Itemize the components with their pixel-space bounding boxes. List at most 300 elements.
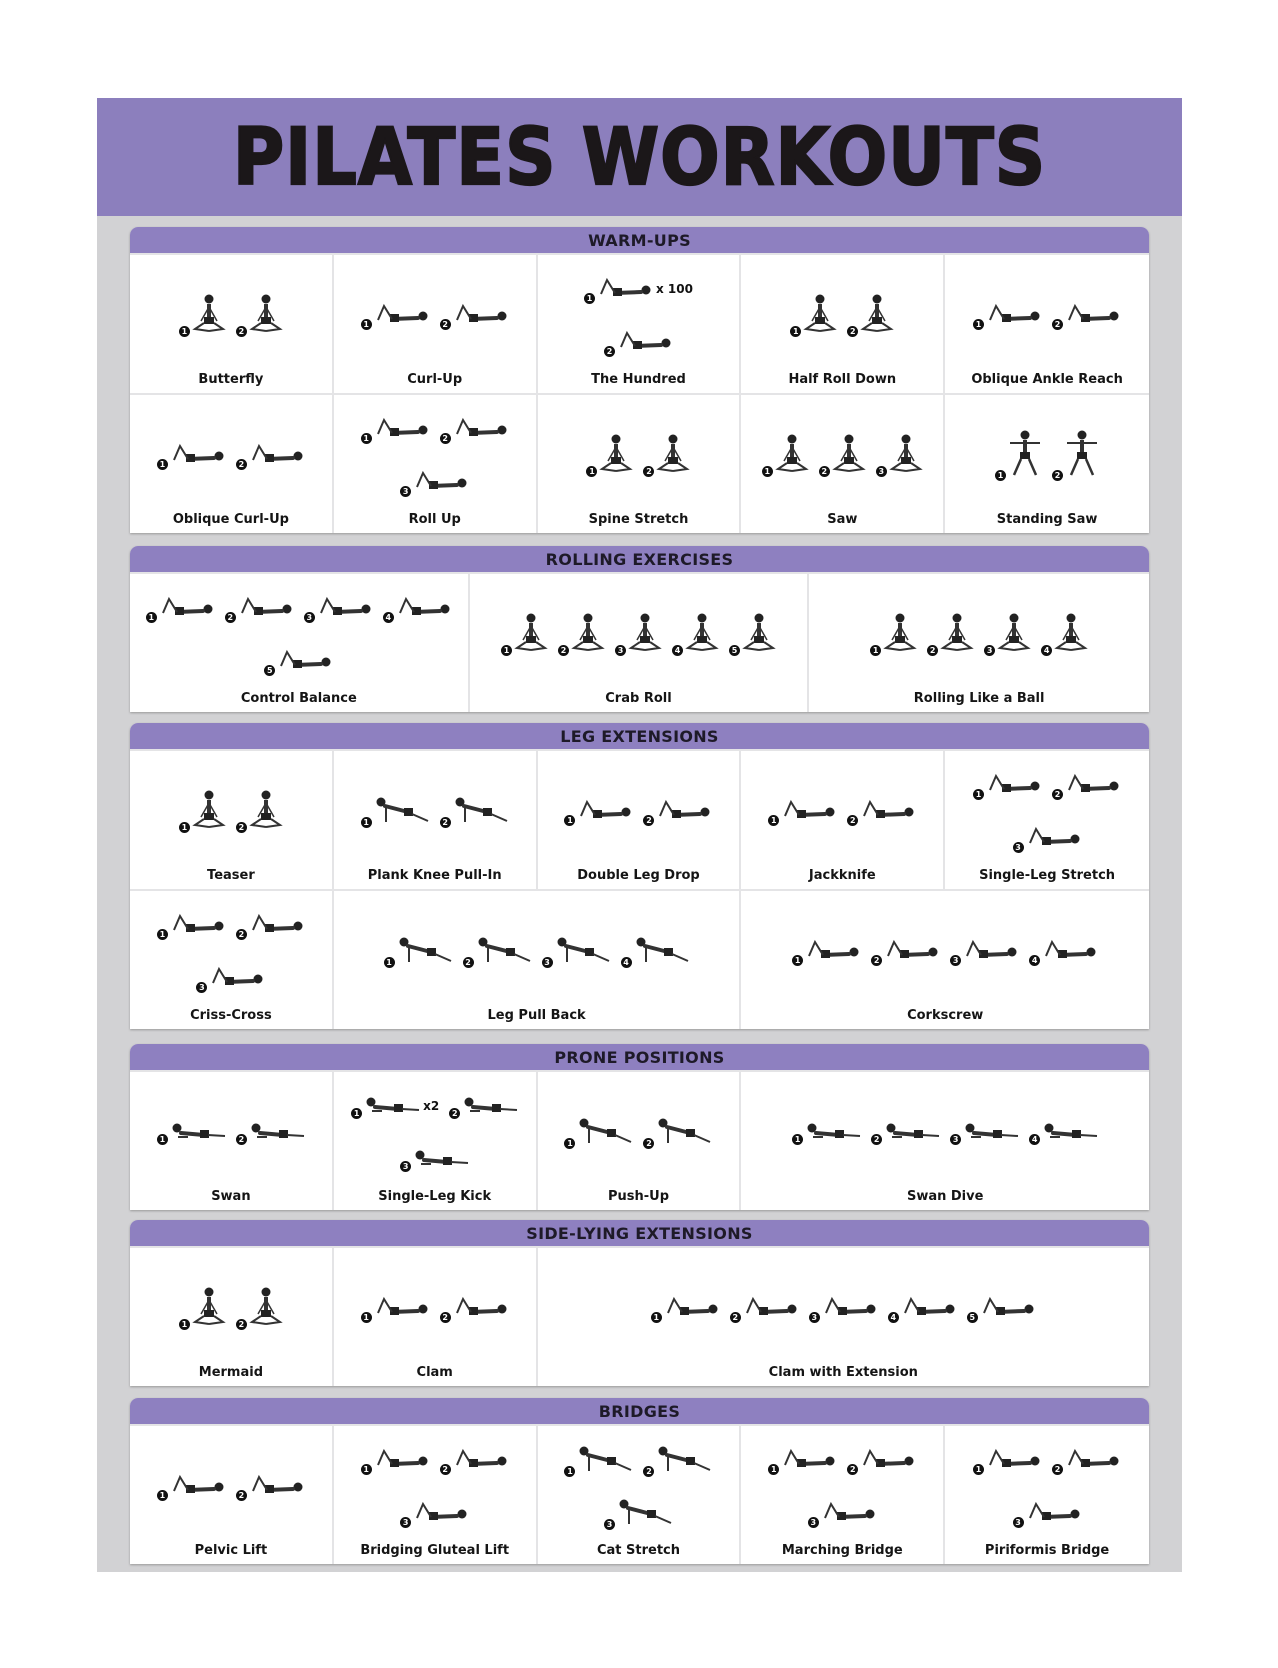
exercise-step [361,300,430,330]
step-number-badge: 2 [604,346,615,357]
exercise-step [440,794,509,828]
figure-lie-icon [209,963,265,993]
exercise-step [950,936,1019,966]
exercise-step [236,293,283,337]
exercise-illustration [138,403,324,507]
figure-lie-icon [1065,1445,1121,1475]
exercise-step [361,414,430,444]
exercise-card [945,255,1149,393]
exercise-name: Marching Bridge [781,1543,903,1558]
exercise-illustration [953,403,1141,507]
exercise-name: Crab Roll [605,691,672,706]
exercise-illustration [953,759,1141,863]
step-number-badge: 1 [384,957,395,968]
exercise-step [1029,936,1098,966]
exercise-step [927,612,974,656]
exercise-name: Butterfly [198,372,264,387]
exercise-step [950,1119,1019,1145]
exercise-card [334,255,538,393]
figure-lie-icon [980,1293,1036,1323]
exercise-step [643,796,712,826]
exercise-row [130,393,1149,533]
exercise-name: Push-Up [607,1189,670,1204]
exercise-card [130,751,334,889]
exercise-step [1052,770,1121,800]
exercise-step [621,934,690,968]
exercise-step [643,433,690,477]
section-header: SIDE-LYING EXTENSIONS [130,1220,1149,1246]
exercise-step [264,646,333,676]
figure-lie-icon [453,1445,509,1475]
figure-lie-icon [986,300,1042,330]
exercise-illustration [342,899,732,1003]
figure-prone-icon [1042,1119,1098,1145]
exercise-step [384,934,453,968]
figure-lie-icon [453,1293,509,1323]
exercise-row [130,889,1149,1029]
exercise-name: Half Roll Down [788,372,897,387]
exercise-step [400,1146,469,1172]
exercise-step [995,429,1042,481]
step-number-badge: 2 [871,1134,882,1145]
exercise-card [538,1426,742,1564]
exercise-step [973,770,1042,800]
exercise-step [790,293,837,337]
step-number-badge: 2 [463,957,474,968]
section-leg-extensions [130,723,1149,1029]
exercise-illustration [138,582,460,686]
exercise-step [847,1445,916,1475]
step-number-badge: 2 [440,1312,451,1323]
section-header: ROLLING EXERCISES [130,546,1149,572]
figure-sit-icon [883,612,917,656]
exercise-step [809,1293,878,1323]
figure-plank-icon [656,1115,712,1149]
exercise-step [973,300,1042,330]
exercise-name: Single-Leg Kick [378,1189,492,1204]
figure-lie-icon [317,593,373,623]
exercise-card [741,1072,1149,1210]
exercise-step [361,794,430,828]
step-number-badge: 1 [501,645,512,656]
section-header: BRIDGES [130,1398,1149,1424]
exercise-step [236,440,305,470]
exercise-step [236,910,305,940]
figure-sit-icon [685,612,719,656]
step-number-badge: 3 [808,1517,819,1528]
figure-sit-icon [889,433,923,477]
figure-lie-icon [1065,770,1121,800]
section-header: PRONE POSITIONS [130,1044,1149,1070]
step-number-badge: 1 [361,319,372,330]
figure-sit-icon [803,293,837,337]
exercise-name: Corkscrew [907,1008,984,1023]
step-number-badge: 1 [157,1490,168,1501]
figure-lie-icon [413,1498,469,1528]
exercise-step [604,327,673,357]
exercise-step [1052,1445,1121,1475]
exercise-step [146,593,215,623]
figure-lie-icon [159,593,215,623]
step-number-badge: 1 [361,1464,372,1475]
exercise-illustration [546,403,732,507]
exercise-step [361,1293,430,1323]
exercise-step [871,1119,940,1145]
step-number-badge: 3 [615,645,626,656]
figure-lie-icon [374,1445,430,1475]
exercise-card [741,751,945,889]
exercise-step [762,433,809,477]
exercise-step [730,1293,799,1323]
step-number-badge: 2 [847,326,858,337]
exercise-illustration [342,759,528,863]
section-side-lying-extensions [130,1220,1149,1386]
exercise-step [888,1293,957,1323]
step-number-badge: 3 [809,1312,820,1323]
figure-lie-icon [986,1445,1042,1475]
exercise-step [463,934,532,968]
exercise-name: Saw [827,512,858,527]
exercise-step [973,1445,1042,1475]
exercise-step [967,1293,1036,1323]
exercise-step [449,1093,518,1119]
exercise-card [741,255,945,393]
title-banner [97,98,1182,216]
step-number-badge: 2 [730,1312,741,1323]
figure-lie-icon [453,414,509,444]
exercise-card [538,395,742,533]
figure-sit-icon [860,293,894,337]
step-number-badge: 2 [440,817,451,828]
figure-lie-icon [821,1498,877,1528]
step-number-badge: 2 [558,645,569,656]
exercise-step [179,293,226,337]
exercise-step [440,414,509,444]
exercise-card [130,891,334,1029]
exercise-step [304,593,373,623]
step-number-badge: 4 [888,1312,899,1323]
figure-lie-icon [1026,1498,1082,1528]
step-number-badge: 1 [768,815,779,826]
exercise-step [1052,300,1121,330]
step-number-badge: 2 [643,1466,654,1477]
exercise-step [819,433,866,477]
exercise-card [945,751,1149,889]
exercise-name: Clam [416,1365,453,1380]
step-number-badge: 2 [1052,1464,1063,1475]
figure-lie-icon [1065,300,1121,330]
figure-lie-icon [249,910,305,940]
step-number-badge: 4 [621,957,632,968]
figure-sit-icon [656,433,690,477]
exercise-illustration [817,582,1141,686]
figure-lie-icon [617,327,673,357]
step-number-badge: 4 [672,645,683,656]
step-number-badge: 3 [950,1134,961,1145]
step-number-badge: 1 [146,612,157,623]
figure-sit-icon [997,612,1031,656]
step-number-badge: 2 [440,319,451,330]
exercise-name: Mermaid [198,1365,264,1380]
exercise-step [157,1471,226,1501]
exercise-name: Curl-Up [407,372,463,387]
exercise-card [334,395,538,533]
step-number-badge: 1 [564,1466,575,1477]
step-number-badge: 2 [440,1464,451,1475]
figure-sit-icon [599,433,633,477]
step-number-badge: 1 [768,1464,779,1475]
exercise-card [130,1248,334,1386]
exercise-step [876,433,923,477]
exercise-illustration [138,1434,324,1538]
step-number-badge: 3 [876,466,887,477]
exercise-step [792,936,861,966]
figure-sit-icon [192,1286,226,1330]
step-number-badge: 3 [604,1519,615,1530]
step-number-badge: 2 [871,955,882,966]
exercise-name: Cat Stretch [596,1543,681,1558]
figure-lie-icon [860,1445,916,1475]
figure-sit-icon [571,612,605,656]
step-number-badge: 1 [361,817,372,828]
figure-lie-icon [781,1445,837,1475]
figure-lie-icon [860,796,916,826]
step-number-badge: 2 [847,815,858,826]
exercise-name: Teaser [207,868,255,883]
exercise-name: Leg Pull Back [487,1008,586,1023]
figure-stand-icon [1065,429,1099,481]
figure-plank-icon [453,794,509,828]
figure-prone-icon [413,1146,469,1172]
step-number-badge: 2 [236,822,247,833]
exercise-name: The Hundred [591,372,686,387]
exercise-step [1013,1498,1082,1528]
exercise-step [792,1119,861,1145]
figure-lie-icon [249,1471,305,1501]
exercise-card [130,574,470,712]
step-number-badge: 3 [950,955,961,966]
repetition-note: x2 [423,1098,440,1113]
step-number-badge: 1 [564,1138,575,1149]
exercise-name: Rolling Like a Ball [913,691,1045,706]
step-number-badge: 2 [225,612,236,623]
exercise-illustration [138,263,324,367]
exercise-step [564,1115,633,1149]
exercise-step [870,612,917,656]
step-number-badge: 2 [643,1138,654,1149]
figure-prone-icon [170,1119,226,1145]
step-number-badge: 1 [792,955,803,966]
exercise-step [196,963,265,993]
exercise-step [440,300,509,330]
exercise-name: Plank Knee Pull-In [367,868,502,883]
step-number-badge: 2 [449,1108,460,1119]
section-header: WARM-UPS [130,227,1149,253]
exercise-name: Standing Saw [996,512,1098,527]
step-number-badge: 1 [179,1319,190,1330]
figure-lie-icon [238,593,294,623]
figure-sit-icon [249,293,283,337]
figure-lie-icon [170,440,226,470]
figure-plank-icon [555,934,611,968]
figure-plank-icon [577,1443,633,1477]
figure-lie-icon [413,467,469,497]
step-number-badge: 1 [361,433,372,444]
exercise-card [130,395,334,533]
step-number-badge: 1 [157,929,168,940]
figure-sit-icon [514,612,548,656]
exercise-step [564,1443,633,1477]
poster [97,98,1182,1572]
exercise-card [741,1426,945,1564]
figure-lie-icon [664,1293,720,1323]
exercise-illustration [138,899,324,1003]
exercise-step [236,789,283,833]
step-number-badge: 1 [790,326,801,337]
step-number-badge: 1 [179,326,190,337]
exercise-illustration [749,899,1141,1003]
exercise-card [334,1426,538,1564]
exercise-step [729,612,776,656]
exercise-name: Swan [211,1189,251,1204]
exercise-illustration [342,263,528,367]
step-number-badge: 1 [179,822,190,833]
exercise-step [871,936,940,966]
exercise-illustration [138,759,324,863]
figure-lie-icon [1042,936,1098,966]
exercise-illustration [749,1080,1141,1184]
exercise-row [130,1246,1149,1386]
step-number-badge: 3 [400,486,411,497]
step-number-badge: 1 [351,1108,362,1119]
exercise-step [768,1445,837,1475]
exercise-step [847,293,894,337]
step-number-badge: 3 [1013,842,1024,853]
exercise-step [672,612,719,656]
figure-lie-icon [884,936,940,966]
exercise-illustration [478,582,800,686]
exercise-step [586,433,633,477]
figure-sit-icon [249,1286,283,1330]
exercise-step [1029,1119,1098,1145]
step-number-badge: 3 [1013,1517,1024,1528]
exercise-name: Jackknife [808,868,876,883]
step-number-badge: 1 [995,470,1006,481]
poster-title: PILATES WORKOUTS [232,111,1047,203]
exercise-name: Oblique Curl-Up [172,512,289,527]
exercise-illustration [546,263,732,367]
step-number-badge: 1 [584,293,595,304]
exercise-step [847,796,916,826]
exercise-card [741,891,1149,1029]
figure-plank-icon [374,794,430,828]
step-number-badge: 2 [236,326,247,337]
exercise-step [542,934,611,968]
figure-plank-icon [397,934,453,968]
repetition-note: x 100 [656,281,693,296]
step-number-badge: 1 [157,459,168,470]
figure-prone-icon [963,1119,1019,1145]
exercise-name: Swan Dive [906,1189,984,1204]
exercise-row [130,253,1149,393]
exercise-step [361,1445,430,1475]
exercise-name: Control Balance [240,691,357,706]
exercise-card [538,1072,742,1210]
figure-prone-icon [805,1119,861,1145]
section-header: LEG EXTENSIONS [130,723,1149,749]
exercise-name: Piriformis Bridge [984,1543,1110,1558]
figure-prone-icon [462,1093,518,1119]
step-number-badge: 1 [651,1312,662,1323]
exercise-step [643,1115,712,1149]
figure-plank-icon [617,1496,673,1530]
exercise-illustration [342,1080,528,1184]
exercise-name: Criss-Cross [190,1008,272,1023]
exercise-name: Roll Up [408,512,461,527]
step-number-badge: 1 [792,1134,803,1145]
figure-lie-icon [822,1293,878,1323]
exercise-illustration [749,1434,935,1538]
exercise-illustration [953,1434,1141,1538]
exercise-illustration [546,1256,1141,1360]
figure-plank-icon [656,1443,712,1477]
figure-sit-icon [192,293,226,337]
figure-lie-icon [374,1293,430,1323]
figure-sit-icon [1054,612,1088,656]
step-number-badge: 3 [400,1517,411,1528]
figure-plank-icon [476,934,532,968]
exercise-illustration [546,1080,732,1184]
figure-stand-icon [1008,429,1042,481]
exercise-illustration [138,1256,324,1360]
step-number-badge: 3 [304,612,315,623]
exercise-illustration [749,403,935,507]
step-number-badge: 2 [847,1464,858,1475]
figure-lie-icon [249,440,305,470]
step-number-badge: 2 [819,466,830,477]
step-number-badge: 1 [973,1464,984,1475]
exercise-step [604,1496,673,1530]
exercise-illustration [546,1434,732,1538]
figure-sit-icon [775,433,809,477]
exercise-step [615,612,662,656]
step-number-badge: 5 [729,645,740,656]
figure-prone-icon [364,1093,420,1119]
exercise-card [538,255,742,393]
exercise-name: Bridging Gluteal Lift [360,1543,510,1558]
figure-lie-icon [743,1293,799,1323]
exercise-step [1013,823,1082,853]
figure-lie-icon [781,796,837,826]
figure-lie-icon [374,414,430,444]
exercise-step [236,1119,305,1145]
exercise-step [440,1445,509,1475]
step-number-badge: 2 [236,1134,247,1145]
figure-sit-icon [192,789,226,833]
step-number-badge: 1 [973,789,984,800]
figure-lie-icon [170,1471,226,1501]
exercise-step [440,1293,509,1323]
exercise-name: Oblique Ankle Reach [971,372,1123,387]
step-number-badge: 2 [236,459,247,470]
figure-sit-icon [832,433,866,477]
step-number-badge: 2 [1052,470,1063,481]
exercise-illustration [138,1080,324,1184]
figure-lie-icon [396,593,452,623]
figure-lie-icon [597,274,653,304]
exercise-card [334,1072,538,1210]
step-number-badge: 3 [984,645,995,656]
